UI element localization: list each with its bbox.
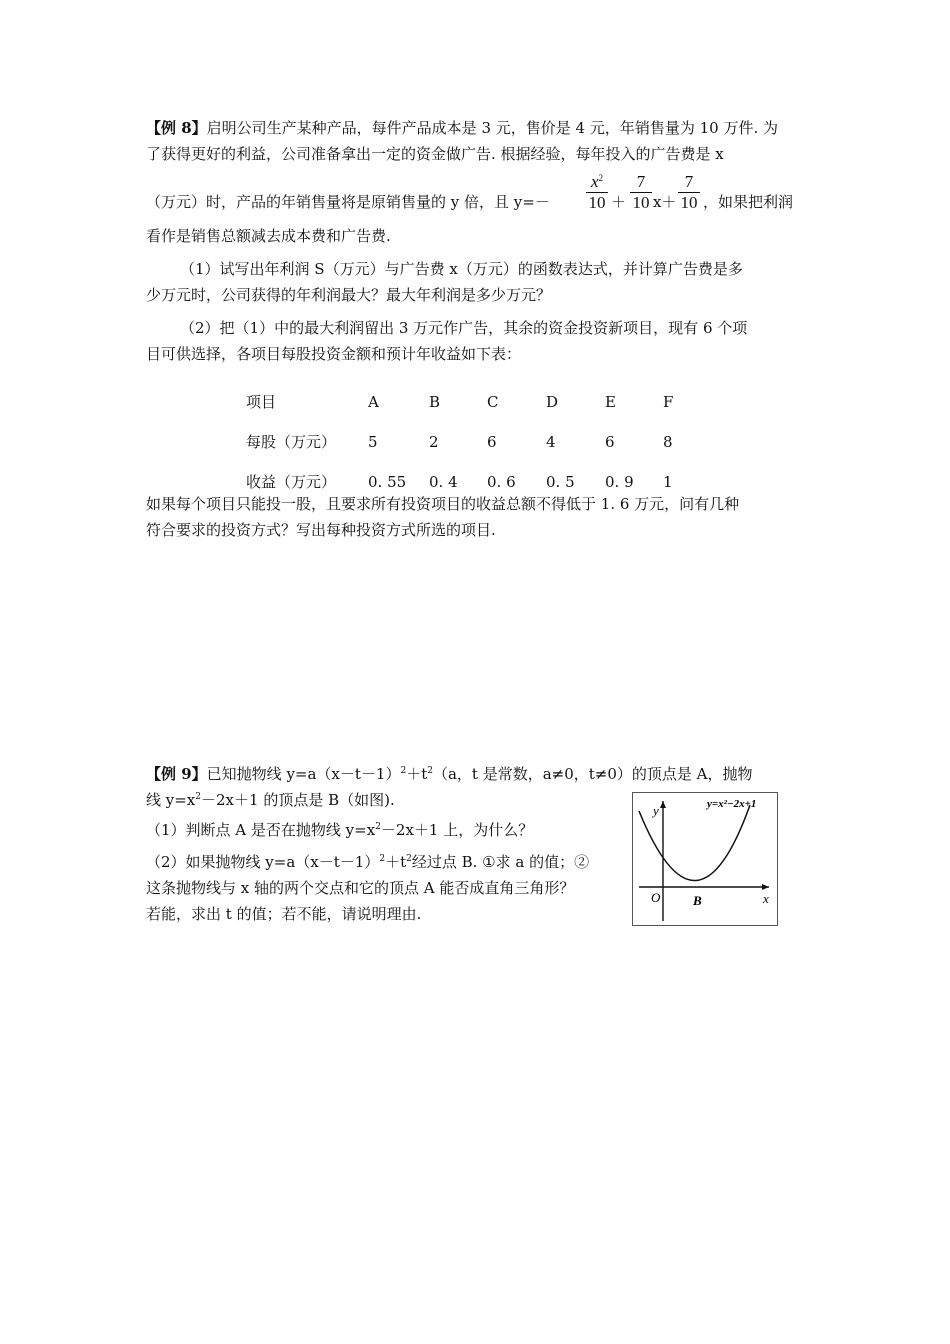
vertex-b-label: B xyxy=(693,893,702,908)
question-2-line-3: 如果每个项目只能投一股，且要求所有投资项目的收益总额不得低于 1. 6 万元，问有几种 xyxy=(146,495,740,513)
table-cell: C xyxy=(487,393,499,411)
parabola-equation: y=x²−2x+1 xyxy=(707,798,757,810)
y-axis-label: y xyxy=(653,803,659,818)
table-cell: 8 xyxy=(663,433,673,451)
fraction-x2-over-10 xyxy=(586,172,608,213)
table-cell: 0. 55 xyxy=(368,473,407,491)
example-9-tag: 【例 9】 xyxy=(146,765,207,783)
table-cell: 0. 9 xyxy=(605,473,634,491)
fraction-1-exponent: 2 xyxy=(598,173,604,183)
fraction-7-over-10-b xyxy=(678,172,700,213)
table-cell: 5 xyxy=(368,433,378,451)
question-2-line-2: 目可供选择，各项目每股投资金额和预计年收益如下表： xyxy=(146,345,522,363)
fraction-1-numerator: x xyxy=(590,172,599,191)
table-cell: A xyxy=(368,393,379,411)
origin-label: O xyxy=(651,890,661,905)
table-cell: D xyxy=(546,393,559,411)
table-cell: F xyxy=(663,393,674,411)
question-1-line-1: （1）试写出年利润 S（万元）与广告费 x（万元）的函数表达式，并计算广告费是多 xyxy=(180,260,743,278)
table-cell: B xyxy=(429,393,441,411)
table-cell: 2 xyxy=(429,433,439,451)
table-cell: 0. 4 xyxy=(429,473,458,491)
example-8-line-4: 看作是销售总额减去成本费和广告费. xyxy=(146,227,391,245)
example-8-line-3b: ，如果把利润 xyxy=(703,193,794,211)
investment-table xyxy=(246,382,693,502)
x-plus: x＋ xyxy=(653,193,677,211)
question-2-line-4: 符合要求的投资方式？写出每种投资方式所选的项目. xyxy=(146,521,496,539)
x-axis-label: x xyxy=(763,891,769,906)
fraction-7-over-10-a xyxy=(630,172,652,213)
example-9-question-1: （1）判断点 A 是否在抛物线 $y=x^2-2x+1$ 上，为什么？ xyxy=(146,821,534,839)
question-1-line-2: 少万元时，公司获得的年利润最大？最大年利润是多少万元？ xyxy=(146,286,552,304)
table-cell: E xyxy=(605,393,616,411)
fraction-1-denominator: 10 xyxy=(588,193,606,212)
fraction-2-denominator: 10 xyxy=(632,193,650,212)
table-cell: 1 xyxy=(663,473,673,491)
parabola-figure xyxy=(632,792,778,926)
table-cell: 6 xyxy=(487,433,497,451)
question-2-line-1: （2）把（1）中的最大利润留出 3 万元作广告，其余的资金投资新项目，现有 6 个项 xyxy=(180,319,748,337)
example-8-text-1: 启明公司生产某种产品，每件产品成本是 3 元，售价是 4 元，年销售量为 10 万件. 为 xyxy=(206,119,778,137)
table-cell: 项目 xyxy=(246,393,277,411)
example-9-question-2-line-3: 若能，求出 t 的值；若不能，请说明理由. xyxy=(146,905,422,923)
fraction-3-denominator: 10 xyxy=(680,193,698,212)
y-axis-arrow-icon xyxy=(660,801,666,808)
table-cell: 收益（万元） xyxy=(246,473,337,491)
fraction-2-numerator: 7 xyxy=(630,172,652,193)
example-9-question-2-line-1: （2）如果抛物线 $y=a(x-t-1)^2+t^2$经过点 B. ①求 a 的值；② xyxy=(146,853,590,871)
parabola-graph xyxy=(633,793,777,925)
fraction-3-numerator: 7 xyxy=(678,172,700,193)
table-cell: 6 xyxy=(605,433,615,451)
example-8-line-2: 了获得更好的利益，公司准备拿出一定的资金做广告. 根据经验，每年投入的广告费是 x xyxy=(146,145,724,163)
table-row xyxy=(246,382,693,422)
example-8-line-1 xyxy=(146,118,778,138)
example-9-line-1: 【例 9】已知抛物线 $y=a(x-t-1)^2+t^2(a$，t 是常数，a≠0，t≠0）的顶点是 A，抛物 xyxy=(146,765,753,783)
table-cell: 0. 5 xyxy=(546,473,575,491)
example-8-tag: 【例 8】 xyxy=(146,119,207,137)
example-9-line-2: 线 $y=x^2-2x+1$ 的顶点是 B（如图). xyxy=(146,791,395,809)
x-axis-arrow-icon xyxy=(762,884,769,890)
example-8-line-3a: （万元）时，产品的年销售量将是原销售量的 y 倍，且 y=－ xyxy=(146,193,550,211)
plus-sign: ＋ xyxy=(611,193,627,211)
table-row xyxy=(246,422,693,462)
table-cell: 4 xyxy=(546,433,556,451)
table-cell: 0. 6 xyxy=(487,473,516,491)
example-9-question-2-line-2: 这条抛物线与 x 轴的两个交点和它的顶点 A 能否成直角三角形？ xyxy=(146,879,575,897)
table-cell: 每股（万元） xyxy=(246,433,337,451)
